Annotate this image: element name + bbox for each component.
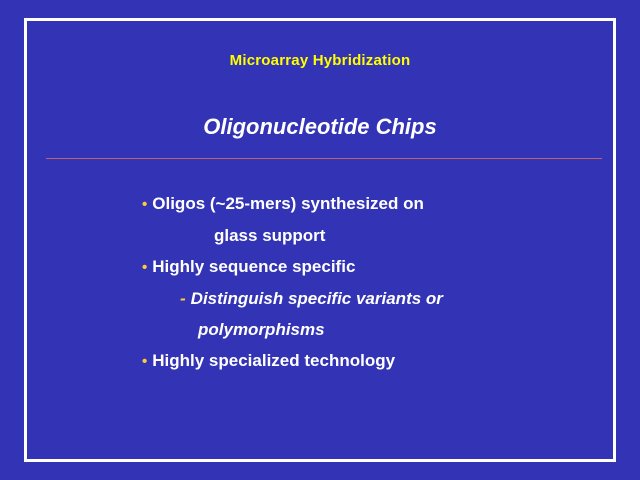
bullet-item-2-label: Highly sequence specific	[152, 257, 356, 276]
horizontal-divider	[46, 158, 602, 159]
slide-eyebrow-title: Microarray Hybridization	[229, 52, 411, 69]
bullet-item-3-label: Highly specialized technology	[152, 351, 396, 370]
bullet-item-3	[46, 345, 602, 377]
sub-bullet-item-1-label: Distinguish specific variants or	[190, 289, 443, 308]
page-title: Oligonucleotide Chips	[203, 114, 437, 139]
sub-bullet-item-1	[46, 283, 602, 314]
bullet-dot-icon: •	[142, 353, 148, 370]
sub-bullet-item-1-continuation	[46, 314, 602, 345]
bullet-item-1	[46, 188, 602, 220]
bullet-dot-icon: •	[142, 259, 148, 276]
bullet-dot-icon: •	[142, 196, 148, 213]
bullet-item-1-continuation-label: glass support	[214, 226, 326, 245]
slide-body	[46, 188, 602, 377]
bullet-item-1-continuation	[46, 220, 602, 251]
bullet-item-2	[46, 251, 602, 283]
sub-bullet-item-1-continuation-label: polymorphisms	[198, 320, 325, 339]
bullet-item-1-label: Oligos (~25-mers) synthesized on	[152, 194, 424, 213]
dash-bullet-icon: -	[180, 289, 186, 308]
